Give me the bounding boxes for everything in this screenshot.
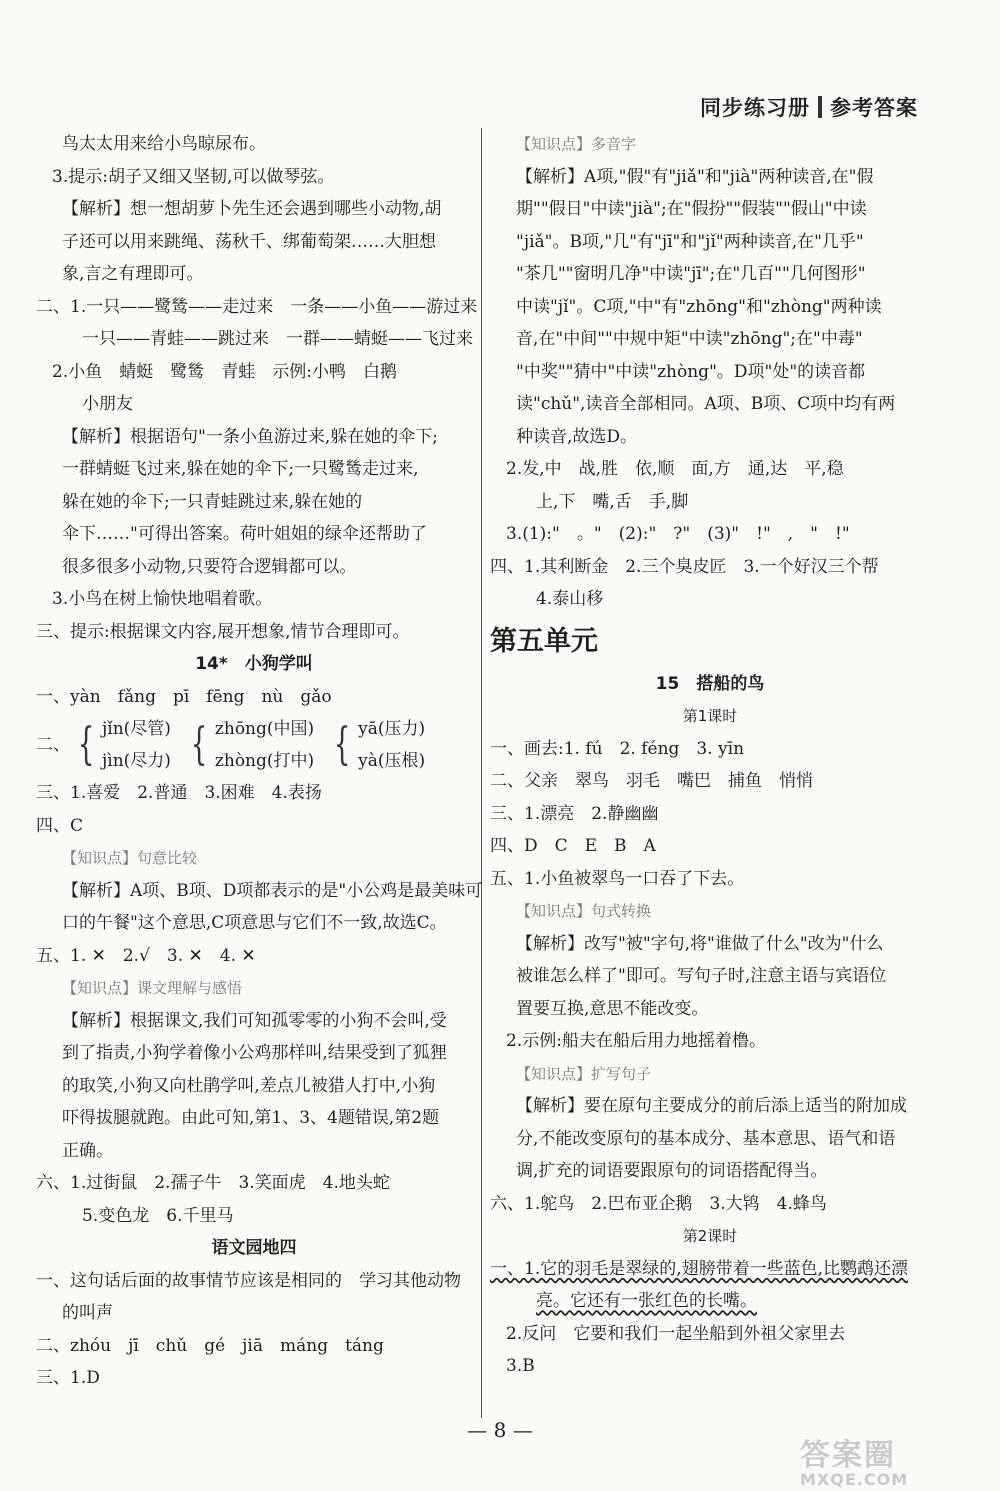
- answer-line: [490, 928, 930, 961]
- answer-text: 的取笑,小狗又向杜鹃学叫,差点儿被猎人打中,小狗: [62, 1075, 436, 1096]
- answer-text: 正确。: [62, 1140, 113, 1161]
- answer-line: [490, 1285, 930, 1318]
- right-block-3: [490, 1253, 930, 1383]
- answer-line: [36, 291, 478, 324]
- unit-5-title: 第五单元: [490, 625, 598, 657]
- knowledge-tag: 【知识点】: [516, 135, 592, 153]
- answer-text: 五、1.小鱼被翠鸟一口吞了下去。: [490, 868, 745, 889]
- answer-text: 二、zhóu jī chǔ gé jiā máng táng: [36, 1335, 384, 1356]
- brace-group-1: [102, 713, 171, 777]
- answer-text: 一只——青蛙——跳过来 一群——蜻蜓——飞过来: [82, 329, 473, 349]
- answer-line: [36, 128, 472, 161]
- knowledge-keyword: 多音字: [591, 135, 637, 153]
- answer-text: 吓得拔腿就跑。由此可知,第1、3、4题错误,第2题: [62, 1108, 440, 1128]
- right-block-2: [490, 733, 930, 1221]
- answer-line: [36, 1135, 472, 1168]
- answer-text: 【解析】A项、B项、D项都表示的是"小公鸡是最美味可: [62, 880, 483, 901]
- answer-text: 四、1.其利断金 2.三个臭皮匠 3.一个好汉三个帮: [490, 556, 879, 577]
- answer-line: [36, 940, 472, 973]
- answer-text: 五、1. ✕ 2.√ 3. ✕ 4. ✕: [36, 945, 256, 966]
- brace-item: jǐn(尽管): [102, 719, 171, 739]
- column-divider: [481, 128, 482, 1418]
- answer-text: 音,在"中间""中规中矩"中读"zhōng";在"中毒": [516, 329, 863, 349]
- answer-text: 一群蜻蜓飞过来,躲在她的伞下;一只鹭鸶走过来,: [62, 459, 419, 479]
- answer-line: [36, 193, 472, 226]
- brace-label: 二、: [36, 734, 70, 755]
- answer-line: [36, 551, 472, 584]
- answer-line: [490, 551, 930, 584]
- answer-text: 【解析】根据课文,我们可知孤零零的小狗不会叫,受: [62, 1010, 447, 1031]
- right-block-1: [490, 128, 930, 616]
- brace-item: zhòng(打中): [214, 751, 315, 771]
- answer-line: [490, 193, 930, 226]
- watermark-logo: [800, 1430, 980, 1489]
- header-separator: [818, 96, 822, 118]
- watermark-url: MXQE.COM: [800, 1470, 909, 1489]
- header-title: [700, 92, 918, 122]
- garden-title: 语文园地四: [211, 1238, 297, 1258]
- brace-glyph: {: [190, 719, 208, 770]
- answer-line: [36, 583, 472, 616]
- answer-line: [36, 907, 472, 940]
- knowledge-keyword: 句意比较: [137, 849, 198, 867]
- answer-text: 象,言之有理即可。: [62, 264, 204, 284]
- left-block-2a: [36, 681, 472, 714]
- brace-glyph: {: [333, 719, 351, 770]
- knowledge-tag: 【知识点】: [62, 849, 138, 867]
- answer-line: [490, 993, 930, 1026]
- answer-line: [36, 1037, 472, 1070]
- answer-line: [36, 875, 483, 908]
- right-column: [490, 128, 930, 1383]
- answer-line: [36, 1070, 472, 1103]
- answer-text: 【解析】A项,"假"有"jiǎ"和"jià"两种读音,在"假: [516, 166, 874, 187]
- answer-line: [36, 518, 472, 551]
- answer-line: [490, 518, 930, 551]
- answer-line: [490, 733, 930, 766]
- answer-line: [490, 1350, 930, 1383]
- brace-item: yā(压力): [358, 719, 426, 739]
- answer-text: 5.变色龙 6.千里马: [82, 1205, 234, 1226]
- answer-line: [490, 1155, 930, 1188]
- header-part2: 参考答案: [830, 96, 918, 120]
- answer-text: 一、yàn fǎng pī fēng nù gǎo: [36, 686, 332, 707]
- brace-item: yà(压根): [358, 751, 426, 771]
- answer-line: [490, 258, 930, 291]
- answer-line: [490, 1058, 930, 1091]
- answer-text: 被谁怎么样了"即可。写句子时,注意主语与宾语位: [516, 966, 887, 986]
- answer-line: [490, 1188, 930, 1221]
- answer-text: 3.(1):" 。" (2):" ?" (3)" !" , " !": [506, 524, 850, 544]
- answer-text: 亮。它还有一张红色的长嘴。: [536, 1291, 757, 1311]
- answer-text: 种读音,故选D。: [516, 426, 638, 447]
- answer-text: "茶几""窗明几净"中读"jī";在"几百""几何图形": [516, 264, 866, 284]
- knowledge-keyword: 课文理解与感悟: [137, 979, 243, 997]
- answer-text: 六、1.鸵鸟 2.巴布亚企鹅 3.大鸨 4.蜂鸟: [490, 1193, 827, 1214]
- answer-line: [36, 388, 472, 421]
- answer-line: [36, 1362, 472, 1395]
- answer-line: [36, 616, 472, 649]
- answer-line: [36, 1167, 472, 1200]
- answer-text: 2.发,中 战,胜 依,顺 面,方 通,达 平,稳: [506, 459, 844, 479]
- answer-line: [490, 895, 930, 928]
- answer-text: 伞下……"可得出答案。荷叶姐姐的绿伞还帮助了: [62, 524, 427, 544]
- header-part1: 同步练习册: [700, 96, 810, 120]
- answer-line: [36, 421, 472, 454]
- answer-text: 鸟太太用来给小鸟晾尿布。: [62, 134, 266, 154]
- answer-text: 【解析】改写"被"字句,将"谁做了什么"改为"什么: [516, 933, 884, 954]
- answer-line: [490, 830, 930, 863]
- answer-line: [490, 226, 930, 259]
- answer-line: [36, 1330, 472, 1363]
- answer-line: [36, 453, 472, 486]
- answer-line: [36, 1200, 472, 1233]
- answer-text: 一、画去:1. fú 2. féng 3. yīn: [490, 738, 745, 759]
- answer-line: [490, 1025, 930, 1058]
- answer-line: [490, 486, 930, 519]
- answer-text: 口的午餐"这个意思,C项意思与它们不一致,故选C。: [62, 913, 447, 933]
- answer-text: "jiǎ"。B项,"几"有"jī"和"jǐ"两种读音,在"几乎": [516, 231, 864, 252]
- answer-text: 【解析】想一想胡萝卜先生还会遇到哪些小动物,胡: [62, 199, 442, 219]
- answer-line: [490, 798, 930, 831]
- answer-text: 很多很多小动物,只要符合逻辑都可以。: [62, 556, 357, 577]
- answer-line: [490, 323, 930, 356]
- answer-line: [490, 453, 930, 486]
- answer-text: 三、1.D: [36, 1368, 100, 1388]
- answer-text: 小朋友: [82, 394, 133, 414]
- answer-text: 二、父亲 翠鸟 羽毛 嘴巴 捕鱼 悄悄: [490, 771, 813, 791]
- answer-text: 子还可以用来跳绳、荡秋千、绑葡萄架……大胆想: [62, 231, 436, 252]
- answer-text: 躲在她的伞下;一只青蛙跳过来,躲在她的: [62, 491, 363, 512]
- brace-group-3: [358, 713, 425, 777]
- answer-line: [490, 960, 930, 993]
- answer-text: 分,不能改变原句的基本成分、基本意思、语气和语: [516, 1128, 896, 1149]
- answer-line: [36, 161, 472, 194]
- answer-text: 一、这句话后面的故事情节应该是相同的 学习其他动物: [36, 1270, 461, 1291]
- answer-line: [36, 1005, 472, 1038]
- period-1-label: 第1课时: [682, 707, 738, 725]
- brace-group-2: [215, 713, 314, 777]
- answer-line: [490, 1090, 930, 1123]
- answer-line: [36, 323, 472, 356]
- answer-line: [36, 486, 472, 519]
- answer-line: [36, 681, 472, 714]
- left-block-2b: [36, 777, 483, 1232]
- brace-glyph: {: [77, 719, 95, 770]
- knowledge-tag: 【知识点】: [516, 902, 592, 920]
- lesson-15-title: 15 搭船的鸟: [655, 673, 765, 694]
- answer-line: [36, 1265, 472, 1298]
- polyphone-brace-row: [36, 713, 472, 777]
- brace-item: jìn(尽力): [102, 751, 171, 771]
- answer-text: 置要互换,意思不能改变。: [516, 998, 709, 1019]
- answer-text: 一、1.它的羽毛是翠绿的,翅膀带着一些蓝色,比鹦鹉还漂: [490, 1258, 909, 1279]
- answer-line: [36, 258, 472, 291]
- answer-text: 三、1.喜爱 2.普通 3.困难 4.表扬: [36, 783, 322, 803]
- answer-text: 调,扩充的词语要跟原句的词语搭配得当。: [516, 1161, 828, 1181]
- left-block-3: [36, 1265, 472, 1395]
- period-2-label: 第2课时: [682, 1227, 738, 1245]
- left-column: [36, 128, 483, 1395]
- answer-line: [490, 1318, 930, 1351]
- answer-text: 三、提示:根据课文内容,展开想象,情节合理即可。: [36, 621, 410, 642]
- answer-line: [490, 1253, 930, 1286]
- answer-text: 二、1.一只——鹭鸶——走过来 一条——小鱼——游过来: [36, 296, 478, 317]
- answer-line: [36, 972, 472, 1005]
- answer-line: [490, 421, 930, 454]
- answer-line: [36, 1297, 472, 1330]
- answer-line: [36, 810, 472, 843]
- answer-line: [490, 388, 930, 421]
- answer-text: 2.小鱼 蜻蜓 鹭鸶 青蛙 示例:小鸭 白鹅: [52, 361, 397, 382]
- answer-text: 3.提示:胡子又细又坚韧,可以做琴弦。: [52, 166, 335, 187]
- answer-text: 四、C: [36, 815, 84, 836]
- answer-line: [490, 765, 930, 798]
- answer-text: 六、1.过街鼠 2.孺子牛 3.笑面虎 4.地头蛇: [36, 1173, 390, 1193]
- answer-line: [36, 356, 472, 389]
- answer-text: 读"chǔ",读音全部相同。A项、B项、C项中均有两: [516, 394, 896, 414]
- answer-text: 4.泰山移: [536, 589, 604, 609]
- answer-text: 【解析】要在原句主要成分的前后添上适当的附加成: [516, 1096, 907, 1116]
- answer-line: [36, 842, 472, 875]
- lesson-14-title: 14* 小狗学叫: [195, 654, 313, 674]
- answer-line: [36, 226, 472, 259]
- answer-line: [36, 1102, 472, 1135]
- answer-text: "中奖""猜中"中读"zhòng"。D项"处"的读音都: [516, 361, 866, 382]
- knowledge-keyword: 扩写句子: [591, 1064, 652, 1083]
- answer-line: [490, 583, 930, 616]
- answer-text: 到了指责,小狗学着像小公鸡那样叫,结果受到了狐狸: [62, 1043, 447, 1063]
- watermark-text: 答案圈: [800, 1438, 896, 1473]
- left-block-1: [36, 128, 478, 648]
- answer-text: 3.B: [506, 1356, 535, 1376]
- knowledge-tag: 【知识点】: [516, 1064, 592, 1083]
- answer-line: [490, 128, 930, 161]
- answer-line: [490, 291, 930, 324]
- answer-text: 2.反问 它要和我们一起坐船到外祖父家里去: [506, 1323, 846, 1344]
- answer-line: [490, 863, 930, 896]
- knowledge-tag: 【知识点】: [62, 979, 138, 997]
- answer-line: [490, 161, 930, 194]
- knowledge-keyword: 句式转换: [591, 902, 652, 920]
- answer-text: 期""假日"中读"jià";在"假扮""假装""假山"中读: [516, 199, 867, 219]
- brace-item: zhōng(中国): [214, 719, 315, 739]
- answer-line: [490, 1123, 930, 1156]
- page-number: — 8 —: [467, 1418, 533, 1442]
- answer-text: 上,下 嘴,舌 手,脚: [536, 491, 689, 512]
- answer-text: 【解析】根据语句"一条小鱼游过来,躲在她的伞下;: [62, 426, 438, 447]
- answer-text: 3.小鸟在树上愉快地唱着歌。: [52, 589, 273, 609]
- answer-text: 中读"jǐ"。C项,"中"有"zhōng"和"zhòng"两种读: [516, 296, 882, 317]
- answer-text: 的叫声: [62, 1303, 113, 1323]
- answer-text: 2.示例:船夫在船后用力地摇着橹。: [506, 1031, 766, 1051]
- answer-line: [490, 356, 930, 389]
- answer-text: 三、1.漂亮 2.静幽幽: [490, 803, 659, 824]
- answer-line: [36, 777, 472, 810]
- answer-text: 四、D C E B A: [490, 836, 656, 856]
